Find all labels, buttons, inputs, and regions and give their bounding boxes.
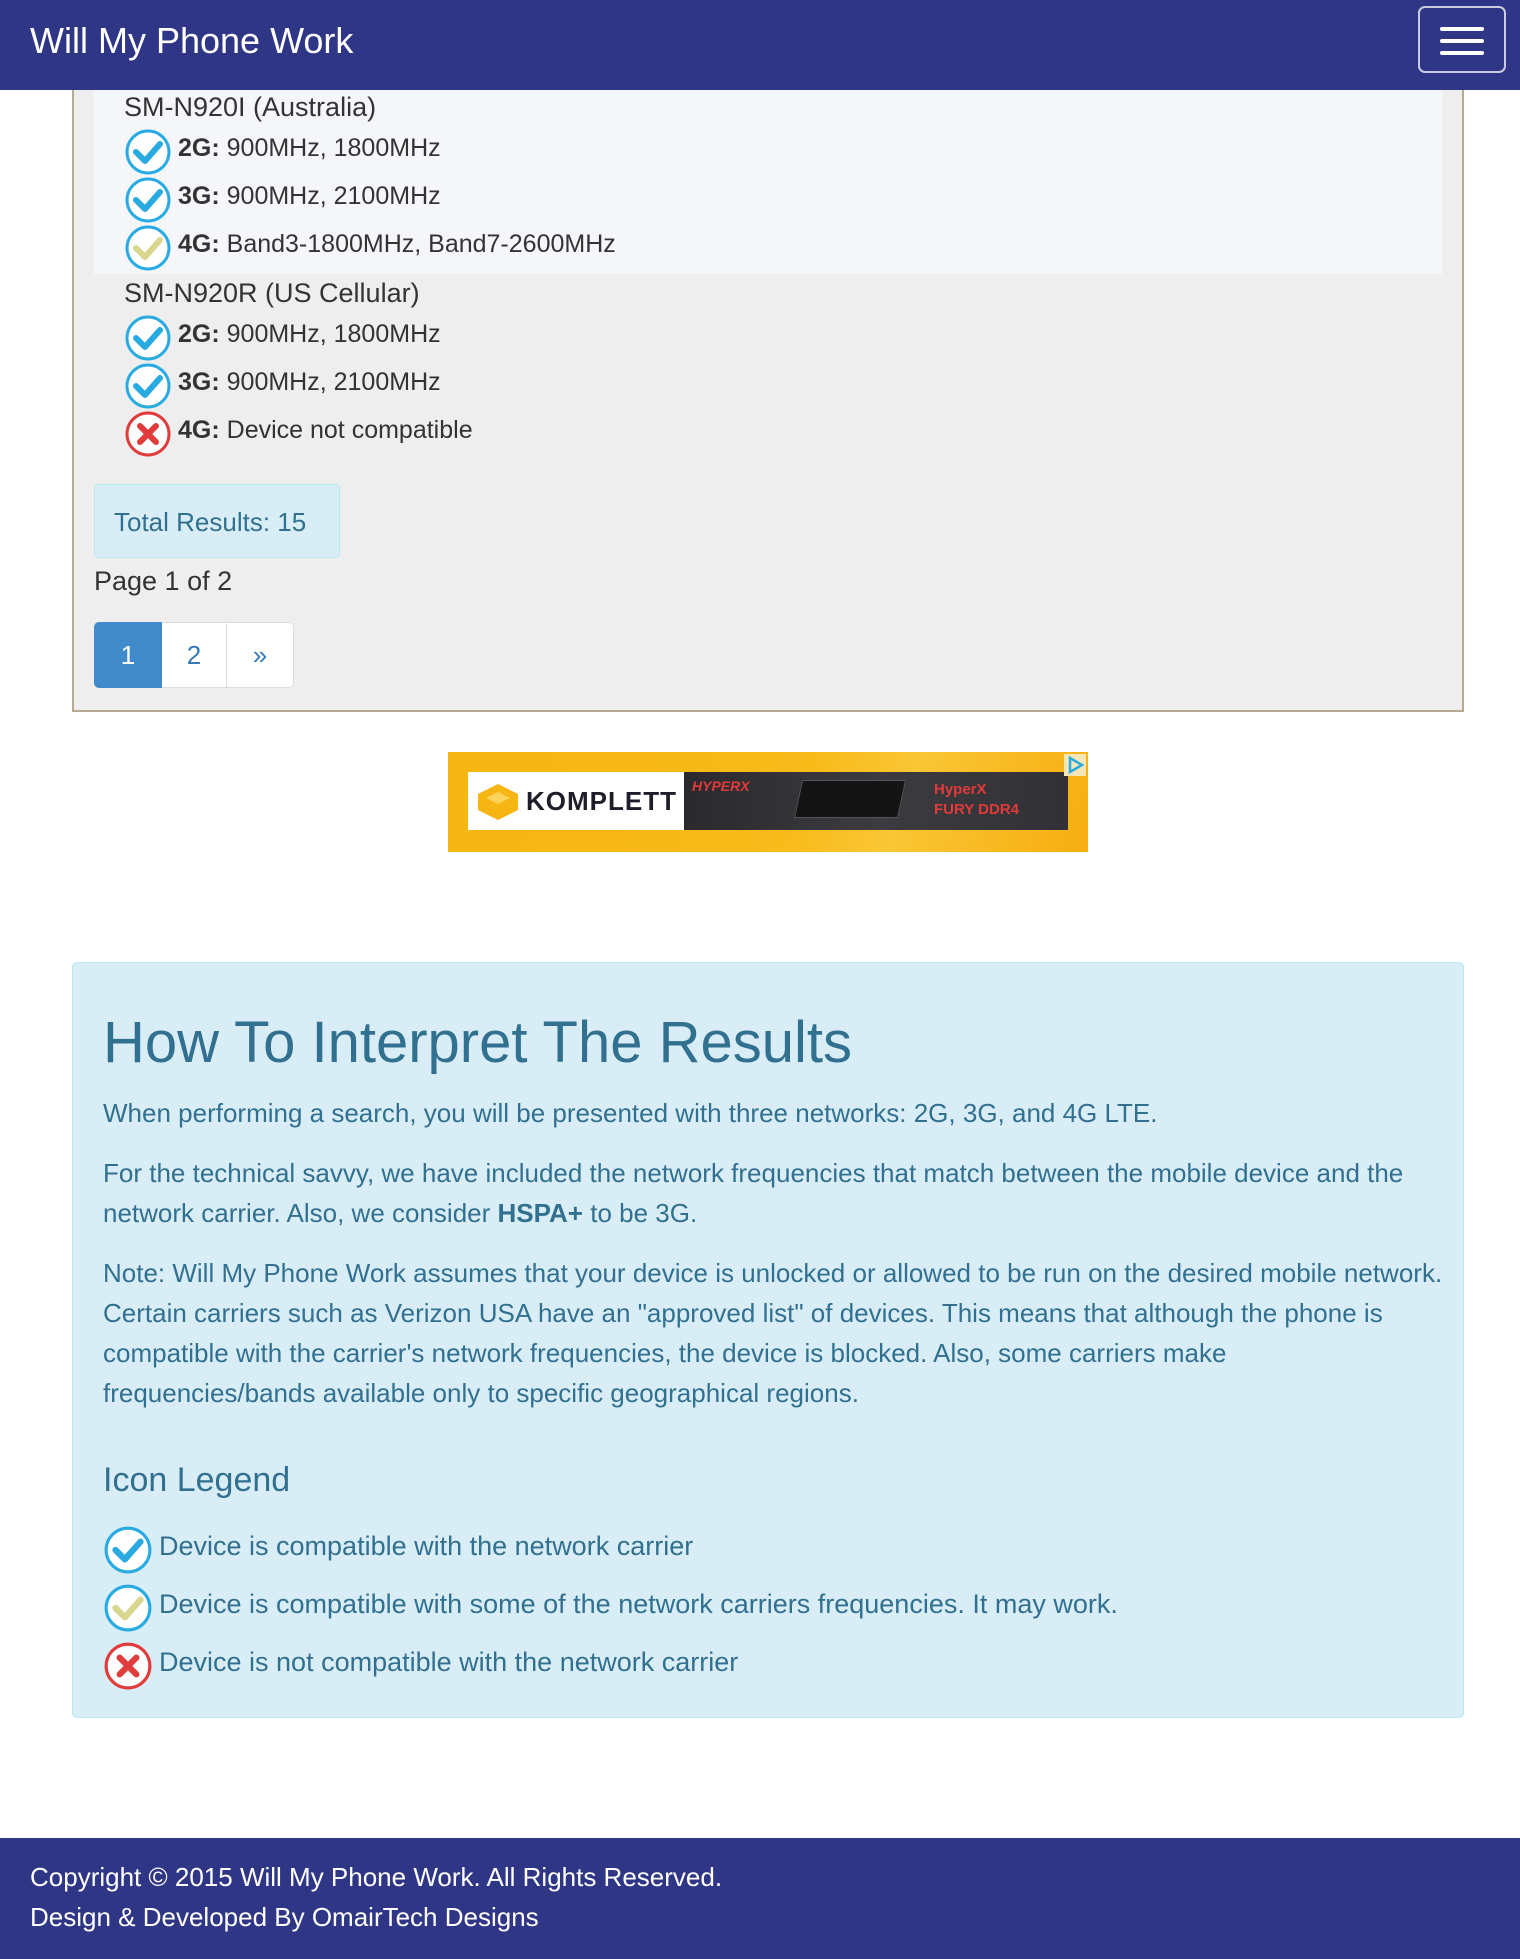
network-gen: 4G:	[178, 416, 220, 444]
ad-product-line: FURY DDR4	[934, 801, 1020, 818]
info-text: to be 3G.	[583, 1198, 698, 1228]
device-result	[94, 90, 1442, 274]
total-results-badge: Total Results: 15	[94, 484, 340, 558]
legend-text: Device is not compatible with the network carrier	[159, 1647, 739, 1677]
hamburger-menu-icon[interactable]	[1418, 6, 1506, 73]
footer	[0, 1838, 1520, 1959]
section-title: How To Interpret The Results	[103, 1010, 852, 1075]
info-note: Note: Will My Phone Work assumes that your device is unlocked or allowed to be run on the desired mobile network. Certain carriers such as Verizon USA have an "approved list" of devices. This means that although the phone is compatible with the carrier's network frequencies, the device is blocked. Also, some carriers make frequencies/bands available only to specific geographical regions.	[103, 1258, 1443, 1408]
compatible-check-icon	[124, 176, 172, 224]
network-detail: Device not compatible	[226, 416, 473, 444]
device-result	[94, 274, 1442, 460]
legend-text: Device is compatible with some of the network carriers frequencies. It may work.	[159, 1589, 1118, 1619]
network-gen: 2G:	[178, 134, 220, 162]
ad-brand-text: HYPERX	[692, 778, 750, 794]
komplett-logo-icon	[478, 784, 518, 820]
menu-bar	[1440, 27, 1484, 31]
network-detail: 900MHz, 1800MHz	[226, 134, 441, 162]
komplett-logo	[468, 772, 684, 830]
network-detail: Band3-1800MHz, Band7-2600MHz	[226, 230, 616, 258]
compatible-check-icon	[124, 128, 172, 176]
next-page-link[interactable]: »	[227, 622, 294, 688]
legend-title: Icon Legend	[103, 1461, 291, 1499]
network-gen: 4G:	[178, 230, 220, 258]
page-indicator: Page 1 of 2	[94, 566, 233, 596]
pagination	[94, 622, 294, 688]
network-gen: 3G:	[178, 368, 220, 396]
network-gen: 3G:	[178, 182, 220, 210]
menu-bar	[1440, 51, 1484, 55]
advertisement-banner[interactable]	[448, 752, 1088, 852]
copyright-text: Copyright © 2015 Will My Phone Work. All Rights Reserved.	[30, 1862, 723, 1892]
ad-logo-text: KOMPLETT	[526, 786, 677, 816]
menu-bar	[1440, 39, 1484, 43]
partial-check-icon	[103, 1583, 153, 1633]
network-detail: 900MHz, 2100MHz	[226, 182, 441, 210]
results-panel	[72, 90, 1464, 712]
network-detail: 900MHz, 1800MHz	[226, 320, 441, 348]
navbar	[0, 0, 1520, 90]
compatible-check-icon	[124, 314, 172, 362]
info-paragraph	[103, 1153, 1443, 1233]
info-paragraph: When performing a search, you will be presented with three networks: 2G, 3G, and 4G LTE.	[103, 1098, 1158, 1128]
ad-choices-icon[interactable]	[1064, 754, 1086, 776]
ad-product-image	[684, 772, 1068, 830]
partial-check-icon	[124, 224, 172, 272]
ad-product-line: HyperX	[934, 781, 987, 798]
network-gen: 2G:	[178, 320, 220, 348]
compatible-check-icon	[103, 1525, 153, 1575]
hspa-term: HSPA+	[497, 1198, 583, 1228]
ad-product-text	[934, 780, 1019, 820]
device-name: SM-N920R (US Cellular)	[124, 278, 420, 308]
interpret-results-panel	[72, 962, 1464, 1718]
credit-text: Design & Developed By OmairTech Designs	[30, 1902, 539, 1932]
page-link-1[interactable]: 1	[94, 622, 162, 688]
network-detail: 900MHz, 2100MHz	[226, 368, 441, 396]
brand-link[interactable]: Will My Phone Work	[30, 20, 354, 61]
ram-module-image	[794, 780, 906, 818]
device-name: SM-N920I (Australia)	[124, 92, 377, 122]
info-text: For the technical savvy, we have included the network frequencies that match between the mobile device and the network carrier. Also, we consider	[103, 1158, 1404, 1228]
incompatible-x-icon	[124, 410, 172, 458]
incompatible-x-icon	[103, 1641, 153, 1691]
legend-text: Device is compatible with the network carrier	[159, 1531, 694, 1561]
page-link-2[interactable]: 2	[162, 622, 227, 688]
compatible-check-icon	[124, 362, 172, 410]
